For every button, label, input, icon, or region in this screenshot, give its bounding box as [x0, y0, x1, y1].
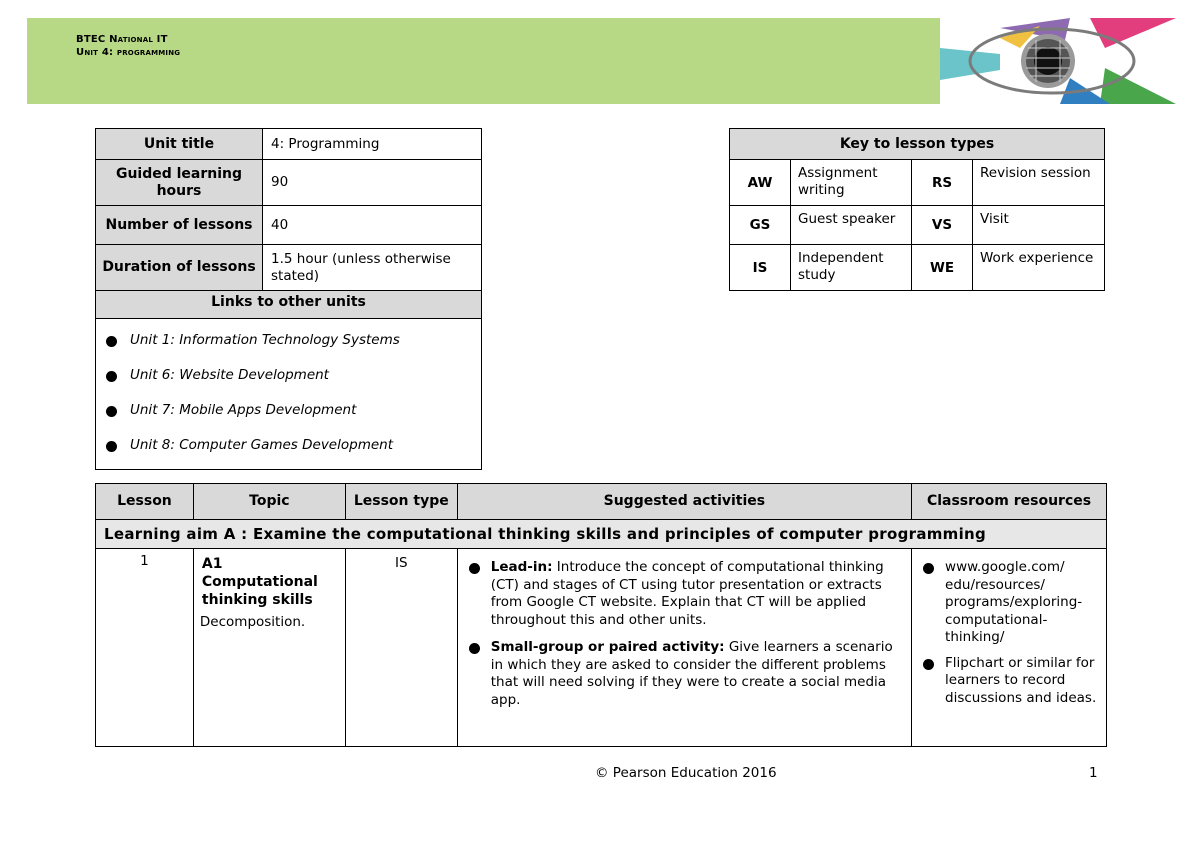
link-unit-6: Unit 6: Website Development	[130, 367, 329, 383]
list-item	[96, 329, 481, 364]
links-title: Links to other units	[96, 291, 482, 319]
btec-eye-logo-icon	[940, 18, 1176, 104]
bullet-icon	[106, 406, 117, 417]
header-course-title: BTEC National IT	[76, 34, 168, 45]
key-title: Key to lesson types	[730, 129, 1105, 160]
topic-heading: A1 Computational thinking skills	[201, 556, 318, 608]
lesson-number: 1	[96, 549, 194, 747]
bullet-icon	[106, 371, 117, 382]
key-code: WE	[912, 245, 973, 291]
col-header-lesson-type: Lesson type	[345, 484, 457, 520]
bullet-icon	[923, 563, 934, 574]
resource-item	[920, 559, 1100, 647]
key-desc: Revision session	[973, 160, 1105, 206]
col-header-lesson: Lesson	[96, 484, 194, 520]
key-code: RS	[912, 160, 973, 206]
guided-hours-value: 90	[263, 160, 482, 206]
key-desc: Assignment writing	[791, 160, 912, 206]
guided-hours-label: Guided learning hours	[96, 160, 263, 206]
links-list	[96, 329, 481, 469]
unit-title-label: Unit title	[96, 129, 263, 160]
resources-cell	[912, 549, 1107, 747]
lesson-duration-value: 1.5 hour (unless otherwise stated)	[263, 245, 482, 291]
key-code: GS	[730, 206, 791, 245]
link-unit-1: Unit 1: Information Technology Systems	[130, 332, 400, 348]
learning-aim-row	[96, 520, 1107, 549]
key-desc: Independent study	[791, 245, 912, 291]
list-item	[96, 399, 481, 434]
lesson-count-label: Number of lessons	[96, 206, 263, 245]
lesson-duration-label: Duration of lessons	[96, 245, 263, 291]
activity-item	[466, 559, 905, 629]
footer-copyright: © Pearson Education 2016	[595, 765, 777, 781]
page-number: 1	[1089, 765, 1098, 781]
header-band	[27, 18, 940, 104]
list-item	[96, 434, 481, 469]
activities-cell	[457, 549, 911, 747]
key-desc: Visit	[973, 206, 1105, 245]
activity-text: Introduce the concept of computational thinking (CT) and stages of CT using tutor presentation or extracts from Google CT website. Explain that CT will be applied throughout this and other units.	[490, 559, 884, 628]
topic-body: Decomposition.	[199, 614, 306, 630]
col-header-activities: Suggested activities	[457, 484, 911, 520]
activity-item	[466, 639, 905, 709]
key-code: AW	[730, 160, 791, 206]
bullet-icon	[469, 643, 480, 654]
lesson-type: IS	[345, 549, 457, 747]
bullet-icon	[106, 336, 117, 347]
learning-aim-text: Learning aim A : Examine the computational thinking skills and principles of computer programming	[96, 520, 1107, 549]
key-desc: Guest speaker	[791, 206, 912, 245]
activity-text: Give learners a scenario in which they are asked to consider the different problems that will need solving if they were to create a social media app.	[490, 639, 893, 708]
header-unit-title: Unit 4: programming	[76, 47, 181, 58]
link-unit-7: Unit 7: Mobile Apps Development	[130, 402, 357, 418]
unit-title-value: 4: Programming	[263, 129, 482, 160]
topic-cell	[193, 549, 345, 747]
resource-item	[920, 655, 1100, 708]
lesson-plan-table	[95, 483, 1107, 747]
link-unit-8: Unit 8: Computer Games Development	[130, 437, 393, 453]
key-desc: Work experience	[973, 245, 1105, 291]
lesson-count-value: 40	[263, 206, 482, 245]
col-header-topic: Topic	[193, 484, 345, 520]
col-header-resources: Classroom resources	[912, 484, 1107, 520]
bullet-icon	[106, 441, 117, 452]
bullet-icon	[469, 563, 480, 574]
activity-lead: Small-group or paired activity:	[490, 639, 725, 655]
list-item	[96, 364, 481, 399]
resource-text: Flipchart or similar for learners to record discussions and ideas.	[945, 654, 1097, 706]
key-code: IS	[730, 245, 791, 291]
key-code: VS	[912, 206, 973, 245]
bullet-icon	[923, 659, 934, 670]
activity-lead: Lead-in:	[490, 559, 553, 575]
unit-info-table	[95, 128, 482, 470]
lesson-type-key-table	[729, 128, 1105, 291]
links-list-cell	[96, 319, 482, 470]
table-row	[96, 549, 1107, 747]
resource-link[interactable]: www.google.com/ edu/resources/ programs/exploring-computational-thinking/	[945, 559, 1083, 645]
table-header-row	[96, 484, 1107, 520]
